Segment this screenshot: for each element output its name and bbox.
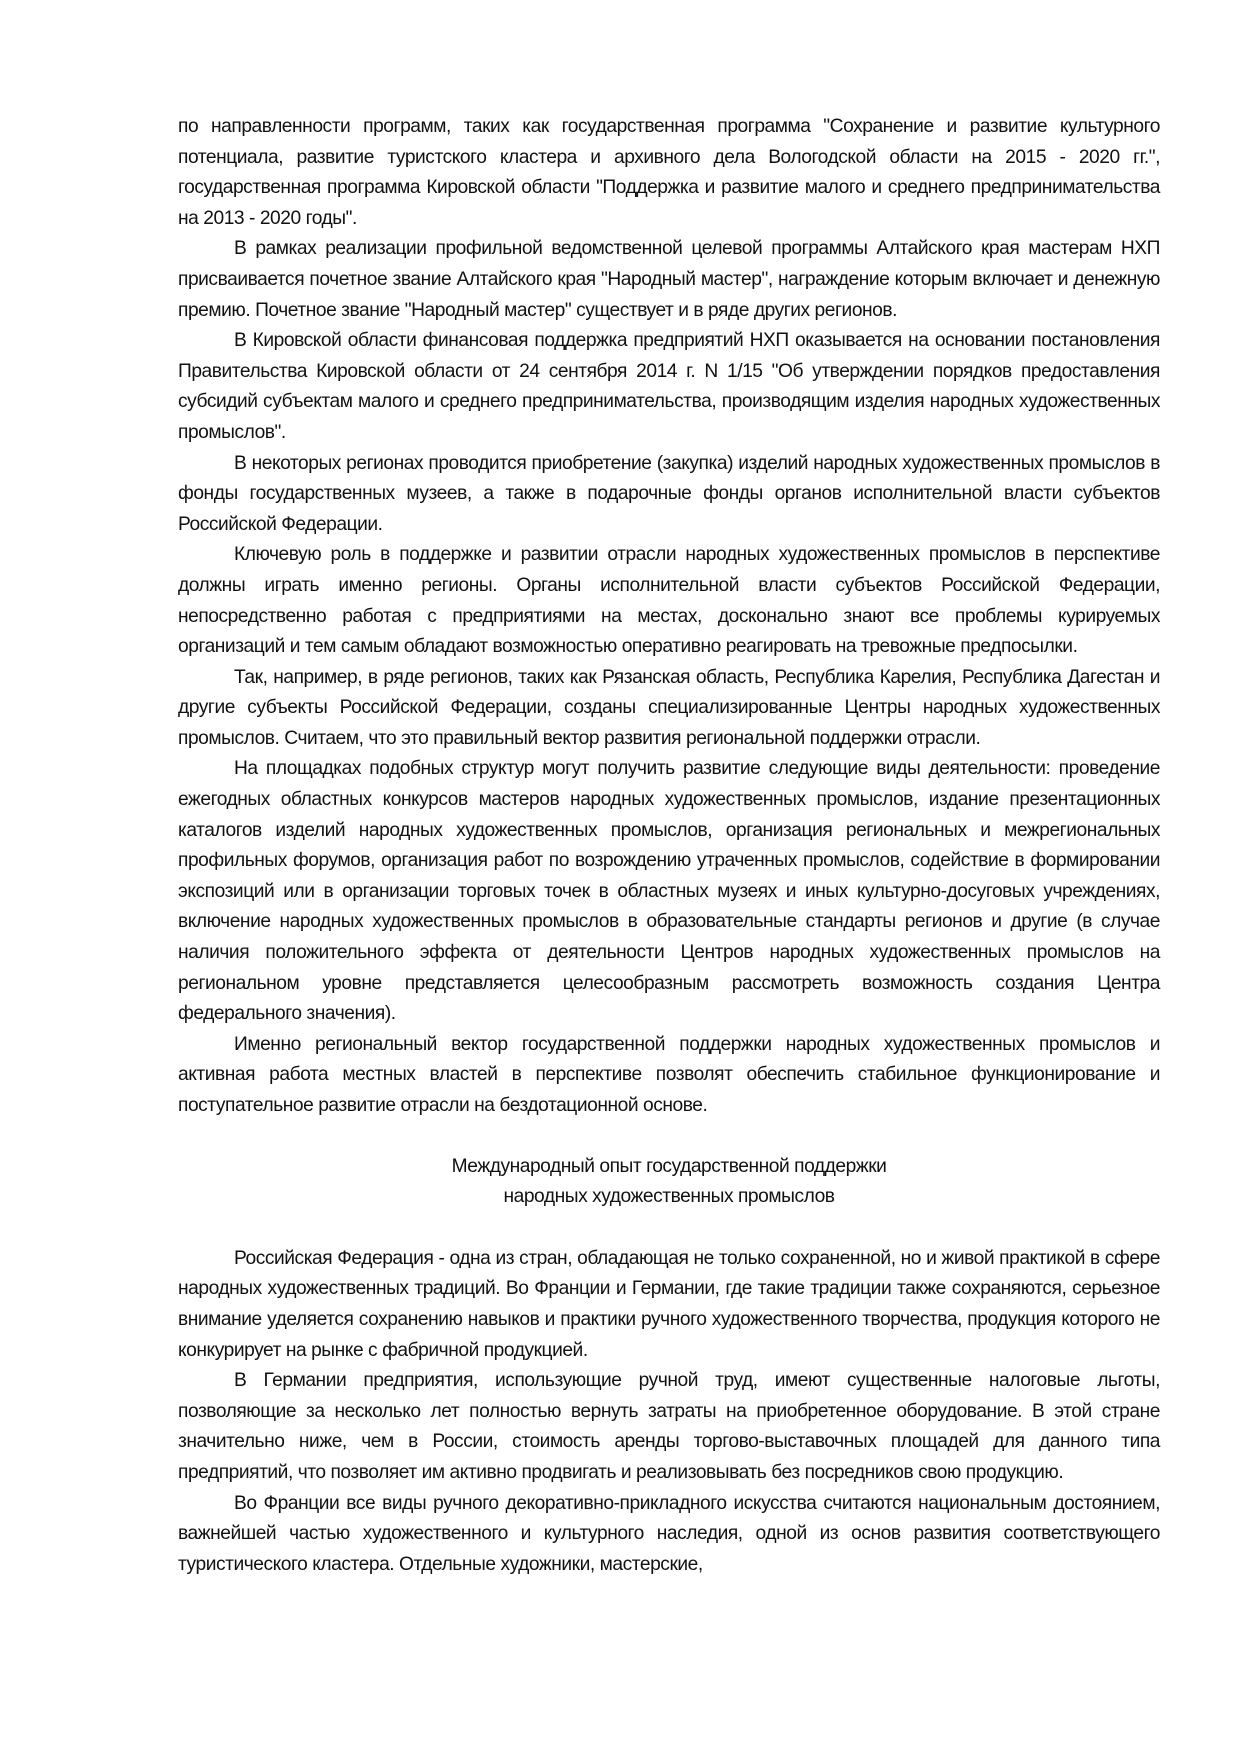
paragraph-regional-centers: Так, например, в ряде регионов, таких как Рязанская область, Республика Карелия, Республика Дагестан и другие субъекты Российской Федерации, созданы специализированные Центры народных художественных промыслов. Считаем, что это правильный вектор развития региональной поддержки отрасли. bbox=[178, 666, 1160, 749]
paragraph-museum-purchases: В некоторых регионах проводится приобретение (закупка) изделий народных художественных промыслов в фонды государственных музеев, а также в подарочные фонды органов исполнительной власти субъектов Российской Федерации. bbox=[178, 452, 1160, 535]
paragraph-programs-continuation: по направленности программ, таких как государственная программа "Сохранение и развитие культурного потенциала, развитие туристского кластера и архивного дела Вологодской области на 2015 - 2020 гг.", государственная программа Кировской области "Поддержка и развитие малого и среднего предпринимательства на 2013 - 2020 годы". bbox=[178, 116, 1160, 229]
document-page bbox=[178, 112, 1160, 1580]
section-heading-line-1: Международный опыт государственной поддержки bbox=[451, 1155, 887, 1177]
paragraph-france-national-heritage: Во Франции все виды ручного декоративно-прикладного искусства считаются национальным достоянием, важнейшей частью художественного и культурного наследия, одной из основ развития соответствующего туристического кластера. Отдельные художники, мастерские, bbox=[178, 1492, 1160, 1575]
section-heading bbox=[178, 1152, 1160, 1213]
paragraph-activities-list: На площадках подобных структур могут получить развитие следующие виды деятельности: проведение ежегодных областных конкурсов мастеров народных художественных промыслов, издание презентационных каталогов изделий народных художественных промыслов, организация региональных и межрегиональных профильных форумов, организация работ по возрождению утраченных промыслов, содействие в формировании экспозиций или в организации торговых точек в областных музеях и иных культурно-досуговых учреждениях, включение народных художественных промыслов в образовательные стандарты регионов и другие (в случае наличия положительного эффекта от деятельности Центров народных художественных промыслов на региональном уровне представляется целесообразным рассмотреть возможность создания Центра федерального значения). bbox=[178, 758, 1160, 1025]
paragraph-regional-vector: Именно региональный вектор государственной поддержки народных художественных промыслов и активная работа местных властей в перспективе позволят обеспечить стабильное функционирование и поступательное развитие отрасли на бездотационной основе. bbox=[178, 1033, 1160, 1116]
paragraph-germany-tax-benefits: В Германии предприятия, использующие ручной труд, имеют существенные налоговые льготы, позволяющие за несколько лет полностью вернуть затраты на приобретенное оборудование. В этой стране значительно ниже, чем в России, стоимость аренды торгово-выставочных площадей для данного типа предприятий, что позволяет им активно продвигать и реализовывать без посредников свою продукцию. bbox=[178, 1370, 1160, 1483]
paragraph-altai-narodny-master: В рамках реализации профильной ведомственной целевой программы Алтайского края мастерам НХП присваивается почетное звание Алтайского края "Народный мастер", награждение которым включает и денежную премию. Почетное звание "Народный мастер" существует и в ряде других регионов. bbox=[178, 238, 1160, 321]
paragraph-russia-living-practice: Российская Федерация - одна из стран, обладающая не только сохраненной, но и живой практикой в сфере народных художественных традиций. Во Франции и Германии, где такие традиции также сохраняются, серьезное внимание уделяется сохранению навыков и практики ручного художественного творчества, продукция которого не конкурирует на рынке с фабричной продукцией. bbox=[178, 1247, 1160, 1361]
paragraph-regions-key-role: Ключевую роль в поддержке и развитии отрасли народных художественных промыслов в перспективе должны играть именно регионы. Органы исполнительной власти субъектов Российской Федерации, непосредственно работая с предприятиями на местах, досконально знают все проблемы курируемых организаций и тем самым обладают возможностью оперативно реагировать на тревожные предпосылки. bbox=[178, 544, 1160, 658]
section-heading-line-2: народных художественных промыслов bbox=[503, 1186, 835, 1208]
paragraph-kirov-financial-support: В Кировской области финансовая поддержка предприятий НХП оказывается на основании постановления Правительства Кировской области от 24 сентября 2014 г. N 1/15 "Об утверждении порядков предоставления субсидий субъектам малого и среднего предпринимательства, производящим изделия народных художественных промыслов". bbox=[178, 330, 1160, 443]
